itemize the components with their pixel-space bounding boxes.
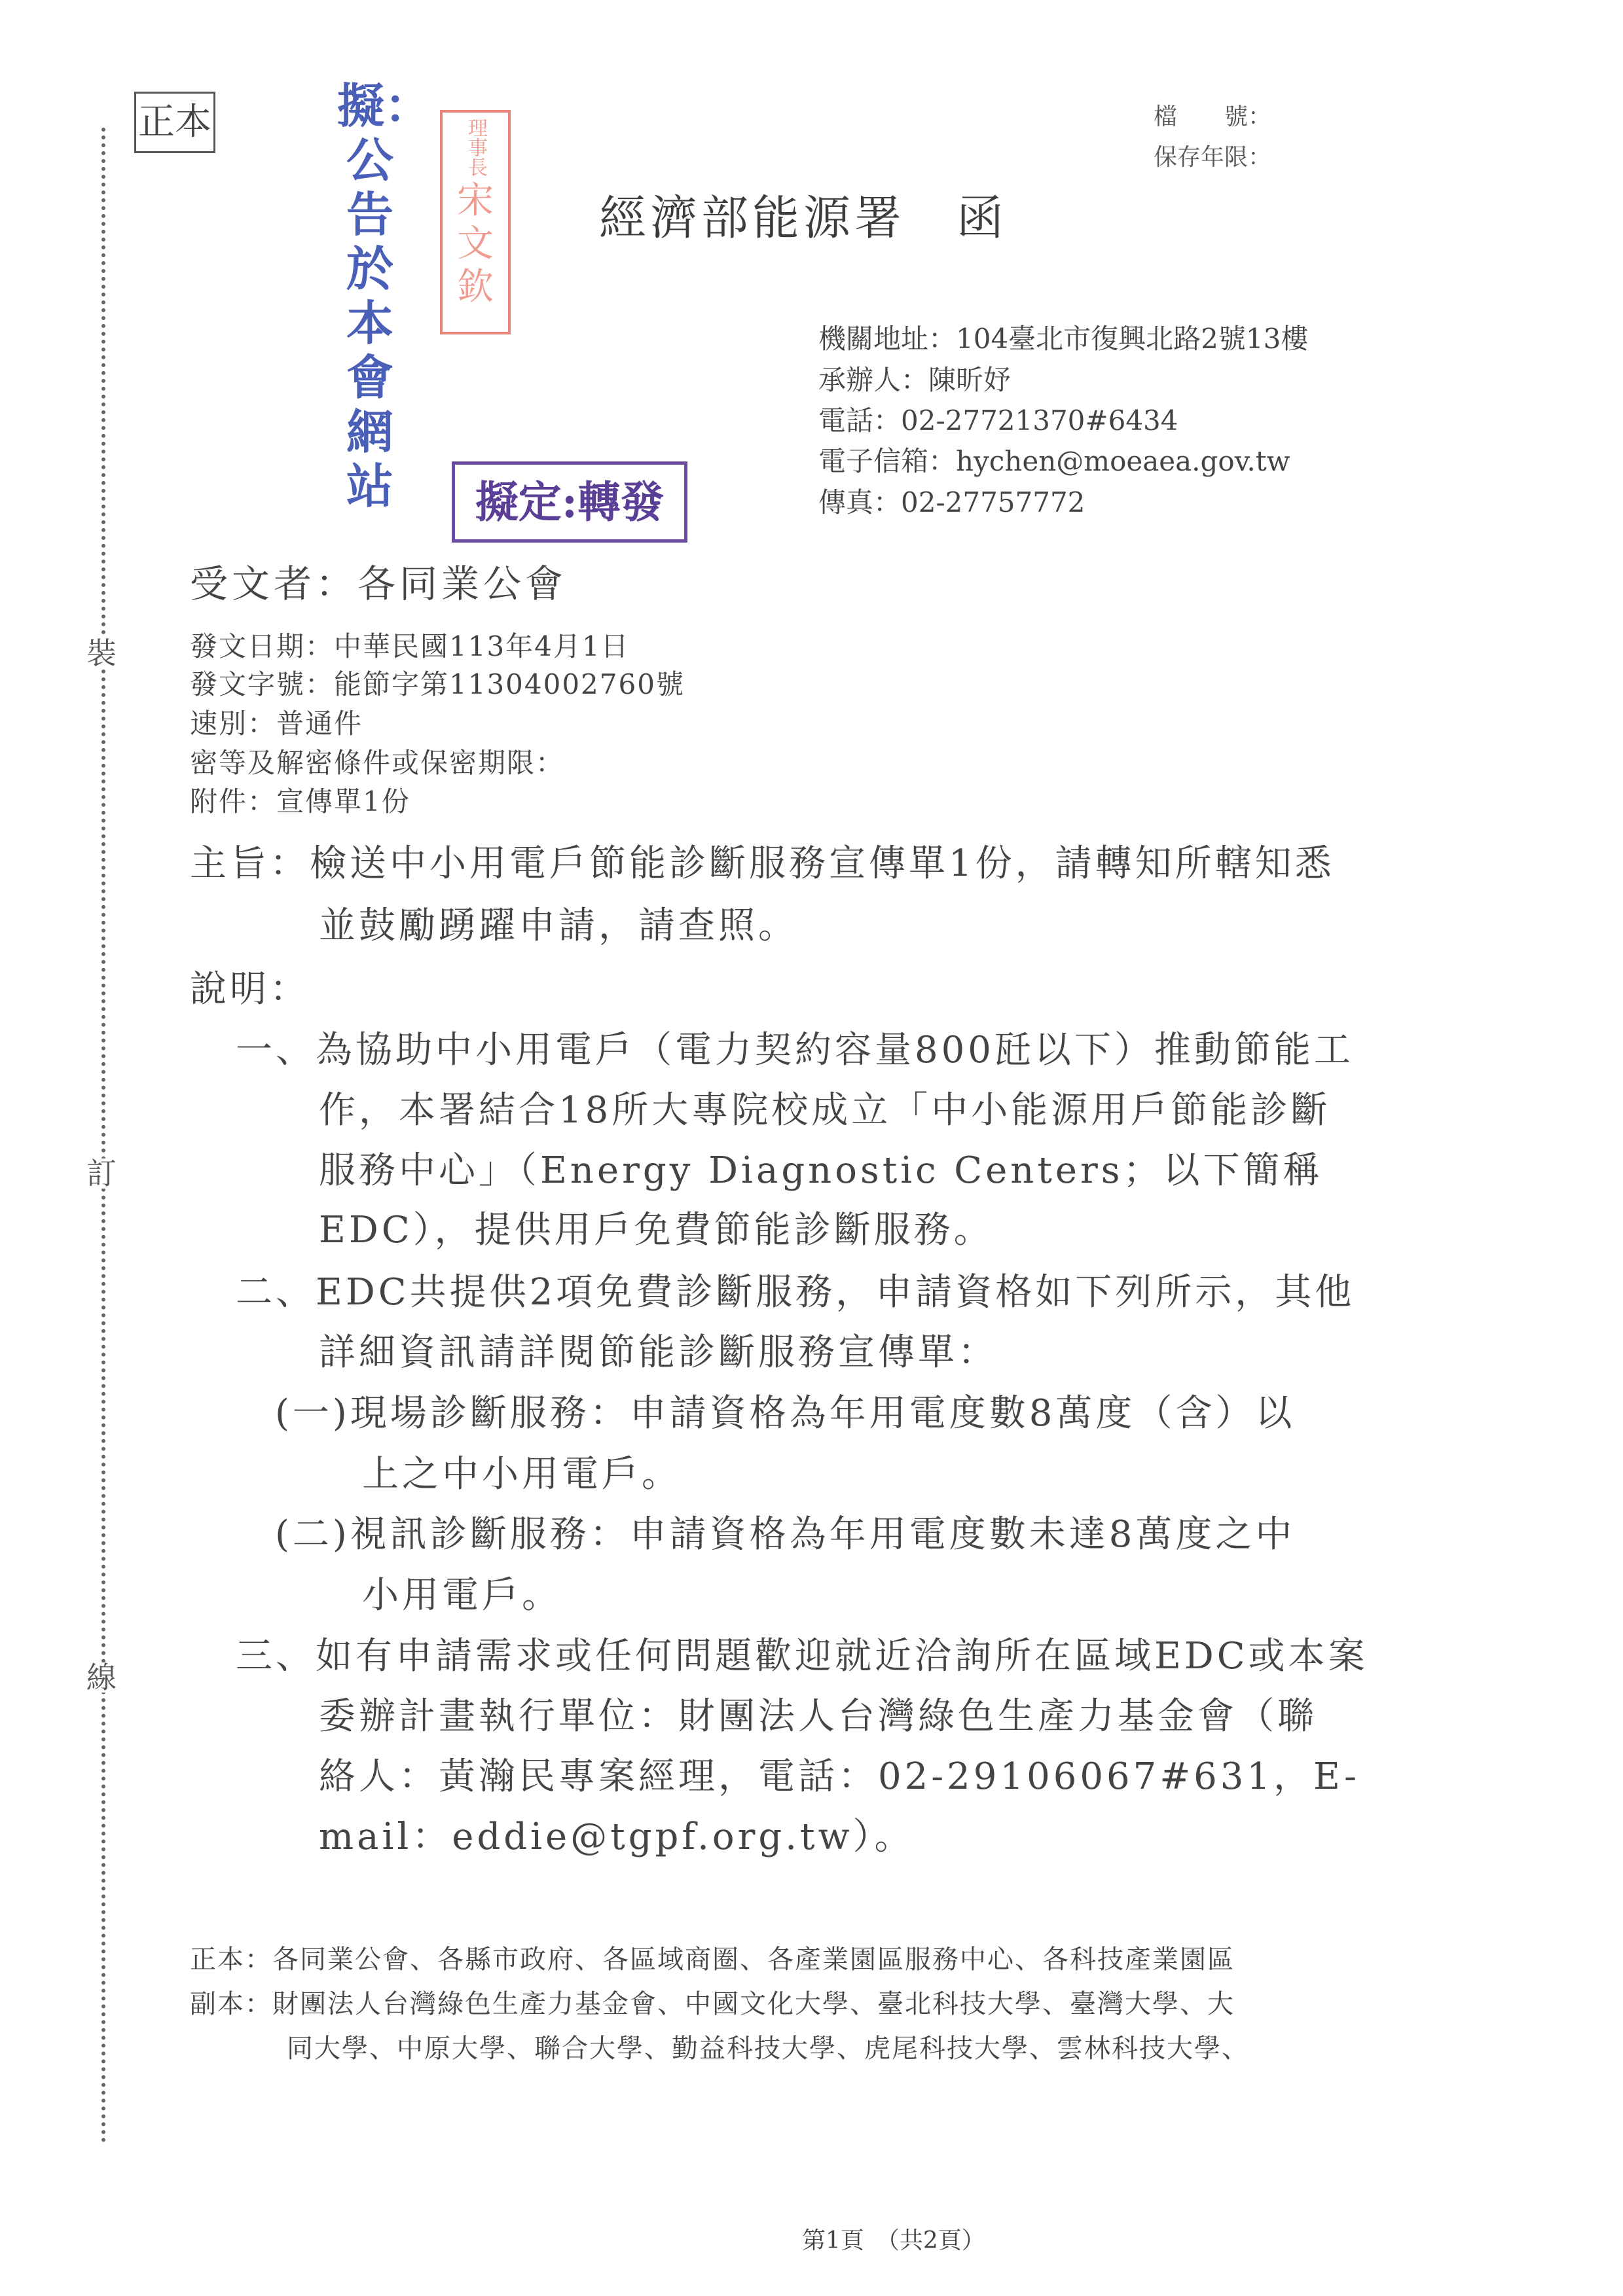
red-seal-char-1: 宋 bbox=[457, 179, 494, 222]
contact-email: 電子信箱：hychen@moeaea.gov.tw bbox=[818, 445, 1290, 477]
item-1-line-1: 一、為協助中小用電戶（電力契約容量800瓩以下）推動節能工 bbox=[236, 1029, 1354, 1071]
item-1-line-3: 服務中心」（Energy Diagnostic Centers；以下簡稱 bbox=[319, 1149, 1323, 1192]
copy-recipients-line-2: 同大學、中原大學、聯合大學、勤益科技大學、虎尾科技大學、雲林科技大學、 bbox=[287, 2034, 1249, 2064]
page-number: 第1頁 （共2頁） bbox=[802, 2227, 985, 2254]
item-2-sub-2-line-1: (二)視訊診斷服務：申請資格為年用電度數未達8萬度之中 bbox=[275, 1513, 1296, 1556]
subject-line-1: 主旨：檢送中小用電戶節能診斷服務宣傳單1份，請轉知所轄知悉 bbox=[190, 842, 1335, 885]
item-2-sub-1-line-1: (一)現場診斷服務：申請資格為年用電度數8萬度（含）以 bbox=[275, 1392, 1296, 1435]
item-2-line-2: 詳細資訊請詳閱節能診斷服務宣傳單： bbox=[319, 1331, 998, 1374]
document-number: 發文字號：能節字第11304002760號 bbox=[190, 668, 685, 700]
binding-char-xian: 線 bbox=[86, 1660, 117, 1695]
attachment: 附件：宣傳單1份 bbox=[190, 785, 410, 817]
contact-fax: 傳真：02-27757772 bbox=[818, 486, 1085, 518]
secrecy-level: 密等及解密條件或保密期限： bbox=[190, 747, 565, 779]
copy-recipients-line-1: 副本：財團法人台灣綠色生產力基金會、中國文化大學、臺北科技大學、臺灣大學、大 bbox=[190, 1989, 1235, 2019]
copy-type-box: 正本 bbox=[134, 92, 215, 153]
approval-stamp: 擬定:轉發 bbox=[452, 461, 687, 543]
original-recipients: 正本：各同業公會、各縣市政府、各區域商圈、各產業園區服務中心、各科技產業園區 bbox=[190, 1945, 1235, 1975]
issue-date: 發文日期：中華民國113年4月1日 bbox=[190, 630, 630, 662]
agency-address: 機關地址：104臺北市復興北路2號13樓 bbox=[818, 323, 1309, 355]
item-2-sub-2-line-2: 小用電戶。 bbox=[362, 1574, 562, 1617]
red-seal-title: 理事長 bbox=[464, 118, 487, 177]
delivery-speed: 速別：普通件 bbox=[190, 708, 363, 740]
document-title: 經濟部能源署 函 bbox=[599, 190, 1008, 245]
explanation-label: 說明： bbox=[190, 968, 310, 1011]
red-seal-char-2: 文 bbox=[457, 223, 494, 265]
item-3-line-3: 絡人：黃瀚民專案經理，電話：02-29106067#631，E- bbox=[319, 1755, 1360, 1798]
item-2-sub-1-line-2: 上之中小用電戶。 bbox=[362, 1453, 682, 1496]
item-3-line-4: mail：eddie@tgpf.org.tw）。 bbox=[319, 1816, 915, 1858]
item-1-line-4: EDC），提供用戶免費節能診斷服務。 bbox=[319, 1209, 994, 1251]
item-3-line-1: 三、如有申請需求或任何問題歡迎就近洽詢所在區域EDC或本案 bbox=[236, 1635, 1368, 1677]
red-seal bbox=[440, 110, 511, 334]
file-number-label: 檔 號： bbox=[1154, 103, 1272, 130]
binding-char-zhuang: 裝 bbox=[86, 636, 117, 671]
recipient: 受文者：各同業公會 bbox=[190, 562, 568, 606]
red-seal-char-3: 欽 bbox=[457, 266, 494, 308]
binding-char-ding: 訂 bbox=[86, 1156, 117, 1191]
item-2-line-1: 二、EDC共提供2項免費診斷服務，申請資格如下列所示，其他 bbox=[236, 1271, 1355, 1314]
handwritten-note: 擬：公告於本會網站 bbox=[337, 78, 432, 514]
item-3-line-2: 委辦計畫執行單位：財團法人台灣綠色生產力基金會（聯 bbox=[319, 1695, 1317, 1738]
retention-period-label: 保存年限： bbox=[1154, 144, 1272, 171]
item-1-line-2: 作，本署結合18所大專院校成立「中小能源用戶節能診斷 bbox=[319, 1089, 1331, 1132]
handler-name: 承辦人：陳昕妤 bbox=[818, 364, 1012, 396]
subject-line-2: 並鼓勵踴躍申請，請查照。 bbox=[319, 905, 798, 947]
contact-phone: 電話：02-27721370#6434 bbox=[818, 404, 1178, 437]
binding-dotted-line bbox=[101, 128, 105, 2144]
